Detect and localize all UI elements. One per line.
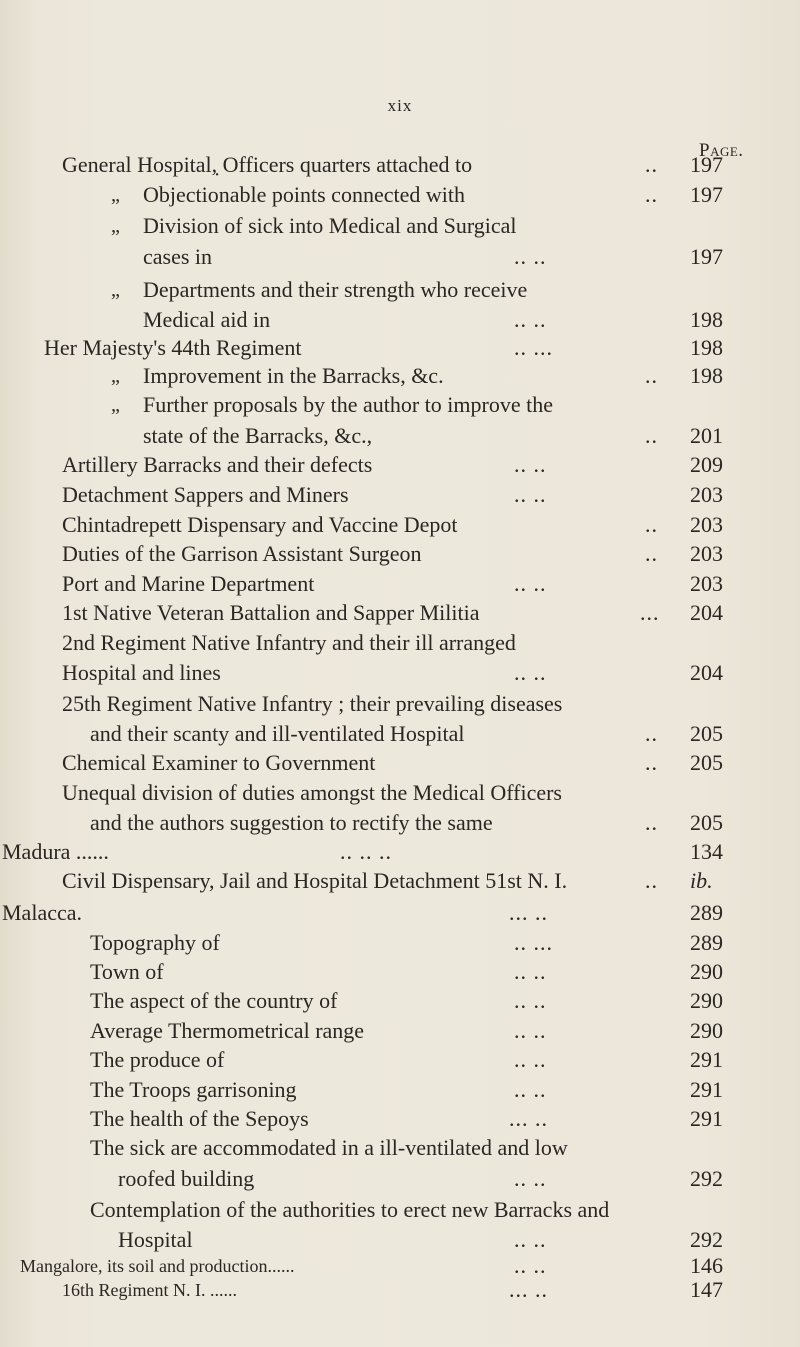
entry-label: Improvement in the Barracks, &c.: [143, 363, 444, 388]
page-reference: 291: [690, 1106, 723, 1131]
index-entry: [0, 866, 800, 896]
page-column-header: Page.: [699, 140, 744, 161]
page-reference: 292: [690, 1227, 723, 1252]
ditto-mark: „: [111, 215, 120, 237]
entry-label: 25th Regiment Native Infantry ; their prevailing diseases: [62, 691, 563, 716]
leader-dots: .. ..: [514, 482, 547, 507]
leader-dots: .. ..: [514, 244, 547, 269]
page-reference: 198: [690, 307, 723, 332]
leader-dots: .. ..: [514, 1166, 547, 1191]
entry-label: 2nd Regiment Native Infantry and their ill arranged: [62, 630, 516, 655]
leader-dots: ..: [645, 541, 658, 566]
index-entry: [0, 898, 800, 928]
page-reference: 290: [690, 988, 723, 1013]
index-entry: [0, 689, 800, 719]
index-entry: [0, 361, 800, 391]
page-reference: 197: [690, 152, 723, 177]
page-reference: 203: [690, 541, 723, 566]
index-entry: [0, 539, 800, 569]
page-reference: 290: [690, 1018, 723, 1043]
entry-label: Port and Marine Department: [62, 571, 315, 596]
index-entry: [0, 569, 800, 599]
entry-label: 1st Native Veteran Battalion and Sapper Militia: [62, 600, 480, 625]
page-reference: 289: [690, 930, 723, 955]
leader-dots: ..: [645, 810, 658, 835]
entry-label: roofed building: [118, 1166, 255, 1191]
entry-label: Town of: [90, 959, 164, 984]
entry-label: 16th Regiment N. I. ......: [62, 1280, 237, 1300]
leader-dots: ..: [645, 152, 658, 177]
index-entry: [0, 150, 800, 180]
page-reference: 198: [690, 363, 723, 388]
entry-label: Division of sick into Medical and Surgical: [143, 213, 517, 238]
page-reference: 290: [690, 959, 723, 984]
entry-label: The produce of: [90, 1047, 225, 1072]
page-reference: 198: [690, 335, 723, 360]
leader-dots: .. .. ..: [340, 839, 392, 864]
index-entry: [0, 598, 800, 628]
index-entry: [0, 628, 800, 658]
leader-dots: .. ..: [514, 959, 547, 984]
index-entry: [0, 211, 800, 241]
ditto-mark: „: [111, 394, 120, 416]
page-reference: 203: [690, 571, 723, 596]
index-entry: [0, 837, 800, 867]
leader-dots: ..: [645, 750, 658, 775]
entry-label: Artillery Barracks and their defects: [62, 452, 373, 477]
index-entry: [0, 1164, 800, 1194]
entry-label: Chemical Examiner to Government: [62, 750, 376, 775]
index-entry: [0, 1016, 800, 1046]
entry-label: Malacca.: [2, 900, 82, 925]
index-entry: [0, 1195, 800, 1225]
page-reference: 146: [690, 1253, 723, 1278]
leader-dots: .. ..: [514, 571, 547, 596]
leader-dots: ..: [645, 512, 658, 537]
entry-label: Departments and their strength who receive: [143, 277, 528, 302]
entry-label: Detachment Sappers and Miners: [62, 482, 349, 507]
page-reference: 197: [690, 244, 723, 269]
index-entry: [0, 450, 800, 480]
entry-label: Hospital: [118, 1227, 193, 1252]
leader-dots: ..: [645, 868, 658, 893]
page-reference: 292: [690, 1166, 723, 1191]
leader-dots: .. ...: [514, 930, 553, 955]
page-reference: 209: [690, 452, 723, 477]
index-entry: [0, 1275, 800, 1305]
ditto-mark: „: [111, 184, 120, 206]
leader-dots: .. ..: [514, 307, 547, 332]
leader-dots: .. ..: [514, 452, 547, 477]
page-reference: 289: [690, 900, 723, 925]
index-entry: [0, 510, 800, 540]
entry-label: Madura ......: [2, 839, 109, 864]
page-reference: 203: [690, 482, 723, 507]
index-entry: [0, 242, 800, 272]
leader-dots: .. ..: [514, 1227, 547, 1252]
index-entry: [0, 275, 800, 305]
page-number: xix: [387, 96, 413, 115]
entry-label: Objectionable points connected with: [143, 182, 465, 207]
page-reference: 291: [690, 1077, 723, 1102]
leader-dots: .. ..: [514, 1077, 547, 1102]
index-entry: [0, 986, 800, 1016]
leader-dots: ..: [645, 363, 658, 388]
entry-label: Contemplation of the authorities to erect new Barracks and: [90, 1197, 610, 1222]
entry-label: and their scanty and ill-ventilated Hospital: [90, 721, 465, 746]
index-entry: [0, 1075, 800, 1105]
leader-dots: ..: [645, 423, 658, 448]
page-reference: 147: [690, 1277, 723, 1302]
index-entry: [0, 305, 800, 335]
entry-label: Medical aid in: [143, 307, 271, 332]
page-reference: 205: [690, 810, 723, 835]
index-entry: [0, 928, 800, 958]
entry-label: General Hospital,̣ Officers quarters attached to: [62, 152, 473, 177]
leader-dots: .. ..: [514, 1018, 547, 1043]
index-entry: [0, 748, 800, 778]
leader-dots: ..: [645, 182, 658, 207]
entry-label: Average Thermometrical range: [90, 1018, 365, 1043]
leader-dots: ... ..: [509, 1277, 548, 1302]
page-reference: 201: [690, 423, 723, 448]
index-entry: [0, 180, 800, 210]
index-entry: [0, 778, 800, 808]
index-entry: [0, 1104, 800, 1134]
entry-label: state of the Barracks, &c.,: [143, 423, 373, 448]
leader-dots: .. ..: [514, 1047, 547, 1072]
page-reference: 205: [690, 750, 723, 775]
ditto-mark: „: [111, 365, 120, 387]
index-entry: [0, 421, 800, 451]
entry-label: Unequal division of duties amongst the Medical Officers: [62, 780, 562, 805]
entry-label: Topography of: [90, 930, 220, 955]
index-entry: [0, 658, 800, 688]
leader-dots: .. ...: [514, 335, 553, 360]
entry-label: The Troops garrisoning: [90, 1077, 297, 1102]
leader-dots: ..: [645, 721, 658, 746]
entry-label: Hospital and lines: [62, 660, 221, 685]
index-entry: [0, 1045, 800, 1075]
page-reference: 205: [690, 721, 723, 746]
entry-label: Mangalore, its soil and production......: [20, 1256, 295, 1276]
entry-label: The aspect of the country of: [90, 988, 338, 1013]
leader-dots: .. ..: [514, 1253, 547, 1278]
entry-label: Civil Dispensary, Jail and Hospital Detachment 51st N. I.: [62, 868, 568, 893]
index-entry: [0, 390, 800, 420]
leader-dots: .. ..: [514, 660, 547, 685]
entry-label: Further proposals by the author to improve the: [143, 392, 553, 417]
page-reference: ib.: [690, 868, 713, 893]
entry-label: cases in: [143, 244, 213, 269]
index-entry: [0, 719, 800, 749]
entry-label: Her Majesty's 44th Regiment: [44, 335, 302, 360]
index-entry: [0, 957, 800, 987]
page-reference: 203: [690, 512, 723, 537]
entry-label: and the authors suggestion to rectify the same: [90, 810, 493, 835]
page-reference: 134: [690, 839, 723, 864]
page-reference: 197: [690, 182, 723, 207]
leader-dots: ... ..: [509, 1106, 548, 1131]
page-reference: 204: [690, 660, 723, 685]
index-entry: [0, 480, 800, 510]
entry-label: Duties of the Garrison Assistant Surgeon: [62, 541, 422, 566]
entry-label: The health of the Sepoys: [90, 1106, 309, 1131]
leader-dots: ... ..: [509, 900, 548, 925]
leader-dots: ...: [640, 600, 660, 625]
index-entry: [0, 808, 800, 838]
ditto-mark: „: [111, 279, 120, 301]
entry-label: Chintadrepett Dispensary and Vaccine Depot: [62, 512, 458, 537]
index-entry: [0, 1133, 800, 1163]
index-entry: [0, 333, 800, 363]
page-reference: 291: [690, 1047, 723, 1072]
entry-label: The sick are accommodated in a ill-ventilated and low: [90, 1135, 568, 1160]
page-reference: 204: [690, 600, 723, 625]
leader-dots: .. ..: [514, 988, 547, 1013]
